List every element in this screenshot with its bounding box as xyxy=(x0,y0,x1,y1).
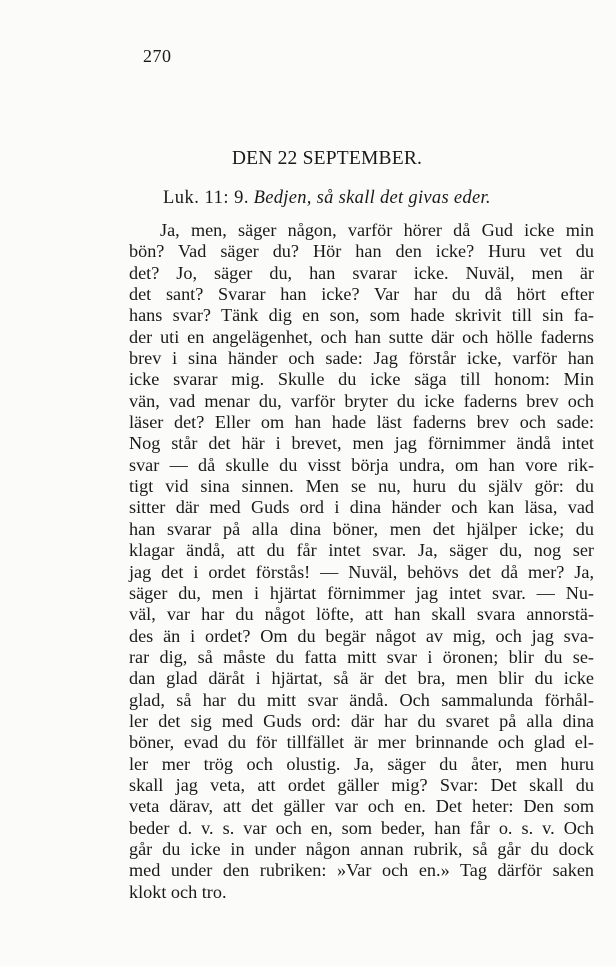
text-line: bön? Vad säger du? Hör han den icke? Huru vet du xyxy=(129,241,594,262)
body-text xyxy=(129,220,594,903)
text-line: ler det sig med Guds ord: där har du svaret på alla dina xyxy=(129,710,594,731)
text-line: hans svar? Tänk dig en son, som hade skrivit till sin fa- xyxy=(129,305,594,326)
text-line: klokt och tro. xyxy=(129,881,227,902)
scripture-line xyxy=(163,188,491,209)
text-line: vän, vad menar du, varför bryter du icke faderns brev och xyxy=(129,390,594,411)
text-line: det? Jo, säger du, han svarar icke. Nuväl, men är xyxy=(129,262,594,283)
text-line: läser det? Eller om han hade läst faderns brev och sade: xyxy=(129,412,594,433)
text-line: sitter där med Guds ord i dina händer och kan läsa, vad xyxy=(129,497,594,518)
scripture-reference: Luk. 11: 9. xyxy=(163,188,250,208)
text-line: ler mer trög och olustig. Ja, säger du åter, men huru xyxy=(129,753,594,774)
text-line: väl, var har du något löfte, att han skall svara annorstä- xyxy=(129,604,594,625)
text-line: säger du, men i hjärtat förnimmer jag intet svar. — Nu- xyxy=(129,582,594,603)
text-line: svar — då skulle du visst börja undra, om han vore rik- xyxy=(129,454,594,475)
text-line: skall jag veta, att ordet gäller mig? Svar: Det skall du xyxy=(129,774,594,795)
text-line: Nog står det här i brevet, men jag förnimmer ändå intet xyxy=(129,433,594,454)
text-line: veta därav, att det gäller var och en. Det heter: Den som xyxy=(129,796,594,817)
text-line: brev i sina händer och sade: Jag förstår icke, varför han xyxy=(129,348,594,369)
text-line: beder d. v. s. var och en, som beder, han får o. s. v. Och xyxy=(129,817,594,838)
page-number: 270 xyxy=(143,46,172,66)
page-heading: DEN 22 SEPTEMBER. xyxy=(231,148,423,169)
text-line: rar dig, så måste du fatta mitt svar i öronen; blir du se- xyxy=(129,646,594,667)
text-line: des än i ordet? Om du begär något av mig, och jag sva- xyxy=(129,625,594,646)
text-line: Ja, men, säger någon, varför hörer då Gud icke min xyxy=(160,220,594,240)
text-line: glad, så har du mitt svar ändå. Och sammalunda förhål- xyxy=(129,689,594,710)
scripture-text: Bedjen, så skall det givas eder. xyxy=(253,188,491,208)
text-line: tigt vid sina sinnen. Men se nu, huru du själv gör: du xyxy=(129,476,594,497)
text-line: med under den rubriken: »Var och en.» Tag därför saken xyxy=(129,860,594,881)
text-line: klagar ändå, att du får intet svar. Ja, säger du, nog ser xyxy=(129,540,594,561)
text-line: dan glad däråt i hjärtat, så är det bra, men blir du icke xyxy=(129,668,594,689)
text-line: der uti en angelägenhet, och han sutte där och hölle faderns xyxy=(129,326,594,347)
text-line: det sant? Svarar han icke? Var har du då hört efter xyxy=(129,284,594,305)
text-line: böner, evad du för tillfället är mer brinnande och glad el- xyxy=(129,732,594,753)
text-line: går du icke in under någon annan rubrik, så går du dock xyxy=(129,838,594,859)
text-line: icke svarar mig. Skulle du icke säga till honom: Min xyxy=(129,369,594,390)
text-line: han svarar på alla dina böner, men det hjälper icke; du xyxy=(129,518,594,539)
text-line: jag det i ordet förstås! — Nuväl, behövs det då mer? Ja, xyxy=(129,561,594,582)
